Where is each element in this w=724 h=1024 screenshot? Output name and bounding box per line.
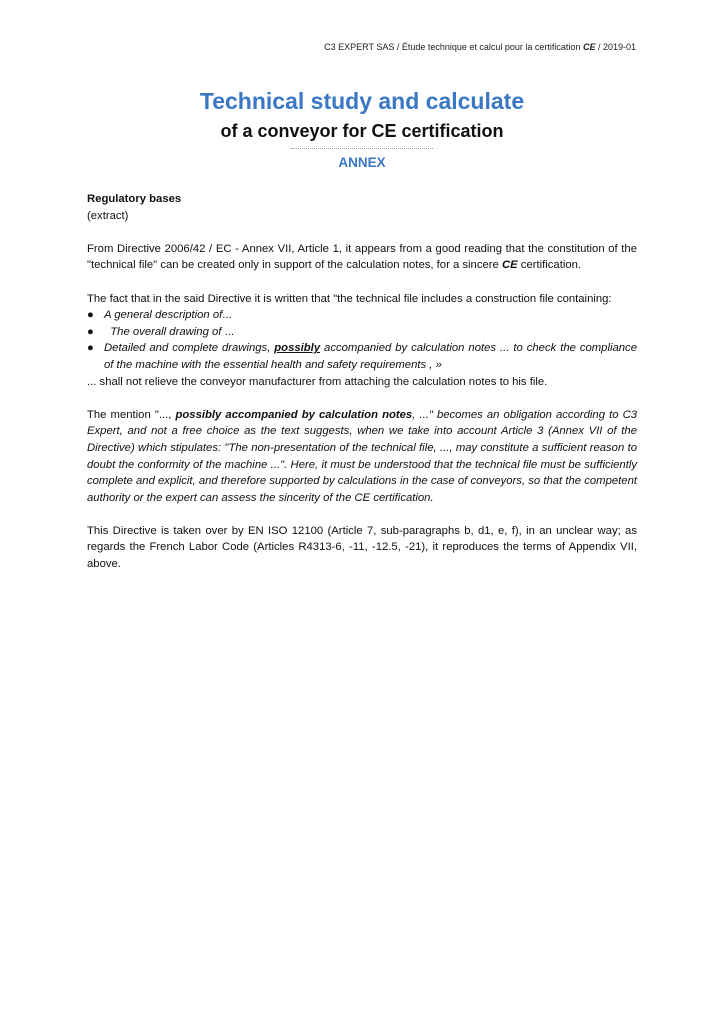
bullet-list	[87, 307, 637, 373]
header-text: C3 EXPERT SAS / Étude technique et calcul pour la certification	[324, 42, 583, 52]
paragraph-iso: This Directive is taken over by EN ISO 12100 (Article 7, sub-paragraphs b, d1, e, f), in an unclear way; as regards the French Labor Code (Articles R4313-6, -11, -12.5, -21), it reproduces the terms of Appendix VII, above.	[87, 524, 637, 571]
paragraph-directive: From Directive 2006/42 / EC - Annex VII, Article 1, it appears from a good reading that the constitution of the "technical file" can be created only in support of the calculation notes, for a sincere CE certification.	[87, 242, 637, 272]
main-text	[87, 191, 637, 573]
paragraph-technical-file: The fact that in the said Directive it is written that "the technical file includes a construction file containing:	[87, 292, 612, 305]
paragraph-tail: ... shall not relieve the conveyor manufacturer from attaching the calculation notes to his file.	[87, 375, 548, 388]
list-item: ● A general description of...	[87, 307, 637, 324]
list-item: ● Detailed and complete drawings, possibly accompanied by calculation notes ... to check the compliance of the machine with the essential health and safety requirements , »	[87, 342, 637, 371]
bullet-icon: ●	[87, 325, 94, 338]
paragraph-mention: The mention "..., possibly accompanied by calculation notes, ..." becomes an obligation according to C3 Expert, and not a free choice as the text suggests, when we take into account Article 3 (Annex VII of the Directive) which stipulates: "The non-presentation of the technical file, ..., may constitute a sufficient reason to doubt the conformity of the machine ...". Here, it must be understood that the technical file must be sufficiently complete and explicit, and therefore supported by calculations in the case of conveyors, so that the competent authority or the expert can assess the sincerity of the CE certification.	[87, 408, 638, 504]
regulatory-heading: Regulatory bases	[87, 193, 182, 205]
regulatory-note: (extract)	[87, 209, 129, 222]
annex-heading: ANNEX	[338, 155, 386, 170]
possibly-emphasis: possibly	[274, 342, 321, 355]
header-ce: CE	[582, 42, 596, 52]
title-divider	[291, 148, 433, 149]
document-title: Technical study and calculate	[199, 88, 525, 114]
list-item: ● The overall drawing of ...	[87, 324, 637, 341]
page-header	[324, 42, 636, 52]
bullet-icon: ●	[87, 309, 94, 322]
document-subtitle: of a conveyor for CE certification	[220, 121, 504, 141]
bullet-icon: ●	[87, 342, 94, 355]
header-date: / 2019-01	[595, 42, 636, 52]
